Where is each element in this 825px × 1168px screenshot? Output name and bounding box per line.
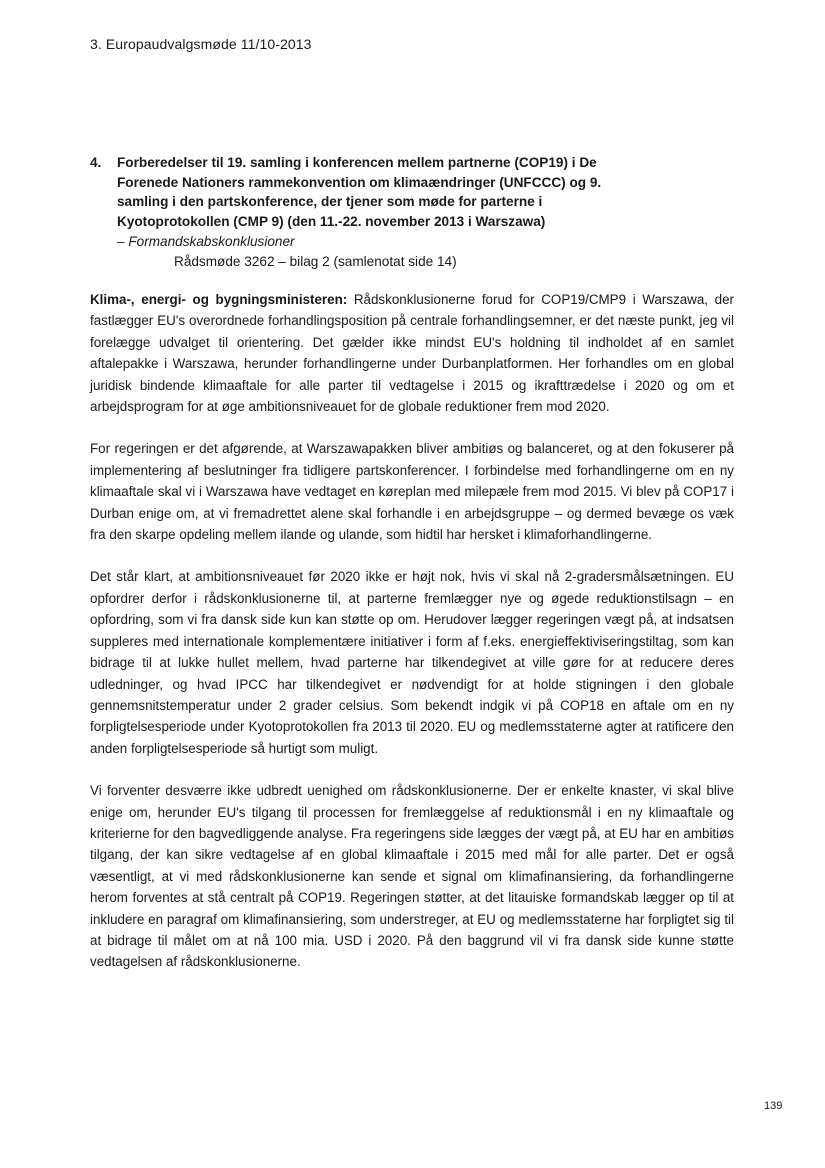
agenda-title-line: Forenede Nationers rammekonvention om klimaændringer (UNFCCC) og 9. — [117, 174, 602, 190]
page-number: 139 — [764, 1100, 783, 1112]
agenda-item-title — [117, 153, 690, 232]
paragraph-text: Det står klart, at ambitionsniveauet før 2020 ikke er højt nok, hvis vi skal nå 2-gradersmålsætningen. EU opfordrer derfor i rådskonklusionerne til, at parterne fremlægger nye og øgede reduktionstilsagn – en opfordring, som vi fra dansk side kun kan støtte op om. Herudover lægger regeringen vægt på, at indsatsen suppleres med internationale komplementære initiativer i form af f.eks. energieffektiviseringstiltag, som kan bidrage til at lukke hullet mellem, hvad parterne har tilkendegivet at ville gøre for at reducere deres udledninger, og hvad IPCC har tilkendegivet er nødvendigt for at holde stigningen i den globale gennemsnitstemperatur under 2 grader celsius. Som bekendt indgik vi på COP18 en aftale om en ny forpligtelsesperiode under Kyotoprotokollen fra 2013 til 2020. EU og medlemsstaterne agter at ratificere den anden forpligtelsesperiode så hurtigt som muligt. — [90, 569, 734, 756]
agenda-item-reference: Rådsmøde 3262 – bilag 2 (samlenotat side 14) — [174, 253, 457, 269]
paragraph — [90, 780, 734, 973]
agenda-item — [90, 153, 690, 271]
page-header: 3. Europaudvalgsmøde 11/10-2013 — [90, 36, 312, 52]
paragraph — [90, 438, 734, 545]
speaker-label: Klima-, energi- og bygningsministeren: — [90, 292, 348, 307]
paragraph — [90, 566, 734, 759]
agenda-title-line: Forberedelser til 19. samling i konferencen mellem partnerne (COP19) i De — [117, 155, 597, 170]
agenda-title-line: samling i den partskonference, der tjener som møde for parterne i — [117, 194, 543, 210]
body-text — [90, 289, 734, 994]
agenda-title-line: Kyotoprotokollen (CMP 9) (den 11.-22. november 2013 i Warszawa) — [117, 214, 546, 230]
paragraph — [90, 289, 734, 417]
paragraph-text: For regeringen er det afgørende, at Warszawapakken bliver ambitiøs og balanceret, og at den fokuserer på implementering af beslutninger fra tidligere partskonferencer. I forbindelse med forhandlingerne om en ny klimaaftale skal vi i Warszawa have vedtaget en køreplan med milepæle frem mod 2015. Vi blev på COP17 i Durban enige om, at vi fremadrettet alene skal forhandle i en arbejdsgruppe – og dermed bevæge os væk fra den skarpe opdeling mellem ilande og ulande, som hidtil har hersket i klimaforhandlingerne. — [90, 441, 734, 543]
agenda-item-number: 4. — [90, 155, 102, 170]
paragraph-text: Rådskonklusionerne forud for COP19/CMP9 i Warszawa, der fastlægger EU's overordnede forhandlingsposition på centrale forhandlingsemner, er det næste punkt, jeg vil forelægge udvalget til orientering. Det gælder ikke mindst EU's holdning til indholdet af en samlet aftalepakke i Warszawa, herunder forhandlingerne under Durbanplatformen. Her forhandles om en global juridisk bindende klimaaftale for alle parter til vedtagelse i 2015 og ikrafttrædelse i 2020 og om et arbejdsprogram for at øge ambitionsniveauet for de globale reduktioner frem mod 2020. — [90, 292, 735, 415]
paragraph-text: Vi forventer desværre ikke udbredt uenighed om rådskonklusionerne. Der er enkelte knaster, vi skal blive enige om, herunder EU's tilgang til processen for fremlæggelse af reduktionsmål i en ny klimaaftale og kriterierne for den bagvedliggende analyse. Fra regeringens side lægges der vægt på, at EU har en ambitiøs tilgang, der kan sikre vedtagelse af en global klimaaftale i 2015 med mål for alle parter. Det er også væsentligt, at vi med rådskonklusionerne kan sende et signal om klimafinansiering, da forhandlingerne herom forventes at stå centralt på COP19. Regeringen støtter, at det litauiske formandskab lægger op til at inkludere en paragraf om klimafinansiering, som understreger, at EU og medlemsstaterne har forpligtet sig til at bidrage til målet om at nå 100 mia. USD i 2020. På den baggrund vil vi fra dansk side kunne støtte vedtagelsen af rådskonklusionerne. — [90, 783, 734, 970]
agenda-item-subtitle: – Formandskabskonklusioner — [117, 233, 295, 249]
